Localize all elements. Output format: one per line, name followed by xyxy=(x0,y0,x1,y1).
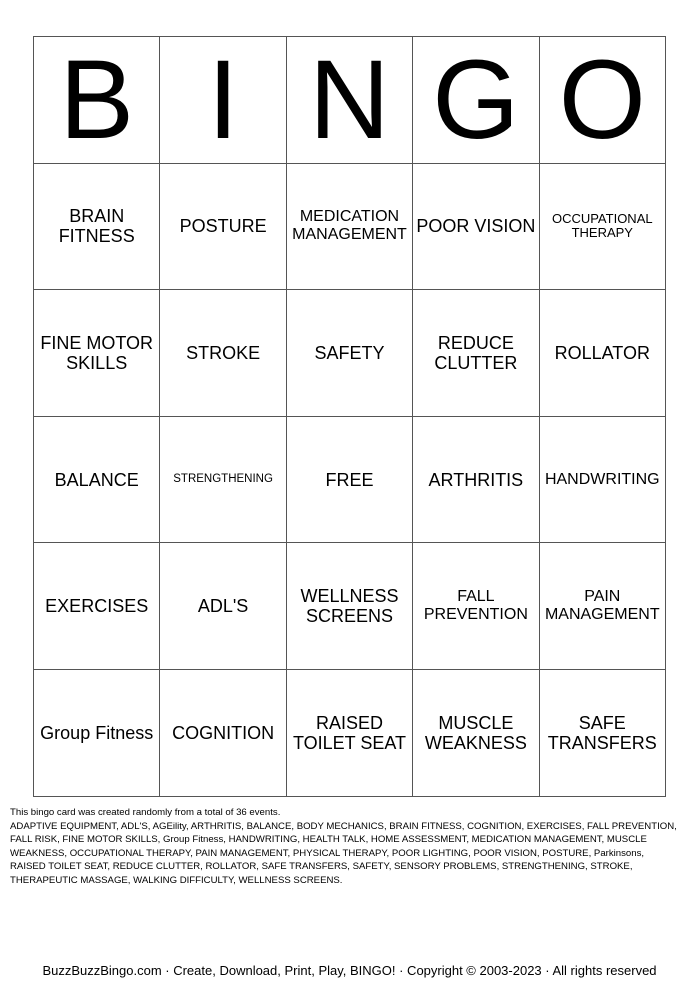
bingo-free-cell: FREE xyxy=(286,416,412,543)
bingo-cell: SAFE TRANSFERS xyxy=(539,669,665,796)
bingo-cell: ADL'S xyxy=(160,543,286,670)
copyright-footer: BuzzBuzzBingo.com · Create, Download, Print, Play, BINGO! · Copyright © 2003-2023 · All rights reserved xyxy=(42,963,657,978)
event-count-text: This bingo card was created randomly from a total of 36 events. xyxy=(10,807,281,818)
header-letter-n: N xyxy=(286,37,412,164)
bingo-cell: SAFETY xyxy=(286,290,412,417)
bingo-cell: WELLNESS SCREENS xyxy=(286,543,412,670)
event-list-note xyxy=(10,806,678,887)
bingo-row xyxy=(34,543,666,670)
bingo-cell: Group Fitness xyxy=(34,669,160,796)
bingo-row xyxy=(34,669,666,796)
bingo-cell: FALL PREVENTION xyxy=(413,543,539,670)
bingo-cell: POOR VISION xyxy=(413,163,539,290)
bingo-cell: OCCUPATIONAL THERAPY xyxy=(539,163,665,290)
bingo-header-row xyxy=(34,37,666,164)
header-letter-o: O xyxy=(539,37,665,164)
bingo-cell: EXERCISES xyxy=(34,543,160,670)
bingo-cell: STROKE xyxy=(160,290,286,417)
bingo-cell: RAISED TOILET SEAT xyxy=(286,669,412,796)
header-letter-g: G xyxy=(413,37,539,164)
bingo-cell: COGNITION xyxy=(160,669,286,796)
bingo-cell: ARTHRITIS xyxy=(413,416,539,543)
bingo-row xyxy=(34,416,666,543)
bingo-cell: ROLLATOR xyxy=(539,290,665,417)
bingo-cell: HANDWRITING xyxy=(539,416,665,543)
header-letter-b: B xyxy=(34,37,160,164)
bingo-cell: FINE MOTOR SKILLS xyxy=(34,290,160,417)
bingo-cell: PAIN MANAGEMENT xyxy=(539,543,665,670)
bingo-cell: MEDICATION MANAGEMENT xyxy=(286,163,412,290)
bingo-cell: REDUCE CLUTTER xyxy=(413,290,539,417)
bingo-row xyxy=(34,163,666,290)
bingo-row xyxy=(34,290,666,417)
event-list-text: ADAPTIVE EQUIPMENT, ADL'S, AGEility, ARTHRITIS, BALANCE, BODY MECHANICS, BRAIN FITNESS, COGNITION, EXERCISES, FALL PREVENTION, FALL RISK, FINE MOTOR SKILLS, Group Fitness, HANDWRITING, HEALTH TALK, HOME ASSESSMENT, MEDICATION MANAGEMENT, MUSCLE WEAKNESS, OCCUPATIONAL THERAPY, PAIN MANAGEMENT, PHYSICAL THERAPY, POOR LIGHTING, POOR VISION, POSTURE, Parkinsons, RAISED TOILET SEAT, REDUCE CLUTTER, ROLLATOR, SAFE TRANSFERS, SAFETY, SENSORY PROBLEMS, STRENGTHENING, STROKE, THERAPEUTIC MASSAGE, WALKING DIFFICULTY, WELLNESS SCREENS. xyxy=(10,820,677,886)
bingo-cell: BRAIN FITNESS xyxy=(34,163,160,290)
bingo-cell: BALANCE xyxy=(34,416,160,543)
bingo-cell: POSTURE xyxy=(160,163,286,290)
bingo-cell: MUSCLE WEAKNESS xyxy=(413,669,539,796)
bingo-card xyxy=(33,36,666,797)
header-letter-i: I xyxy=(160,37,286,164)
bingo-cell: STRENGTHENING xyxy=(160,416,286,543)
